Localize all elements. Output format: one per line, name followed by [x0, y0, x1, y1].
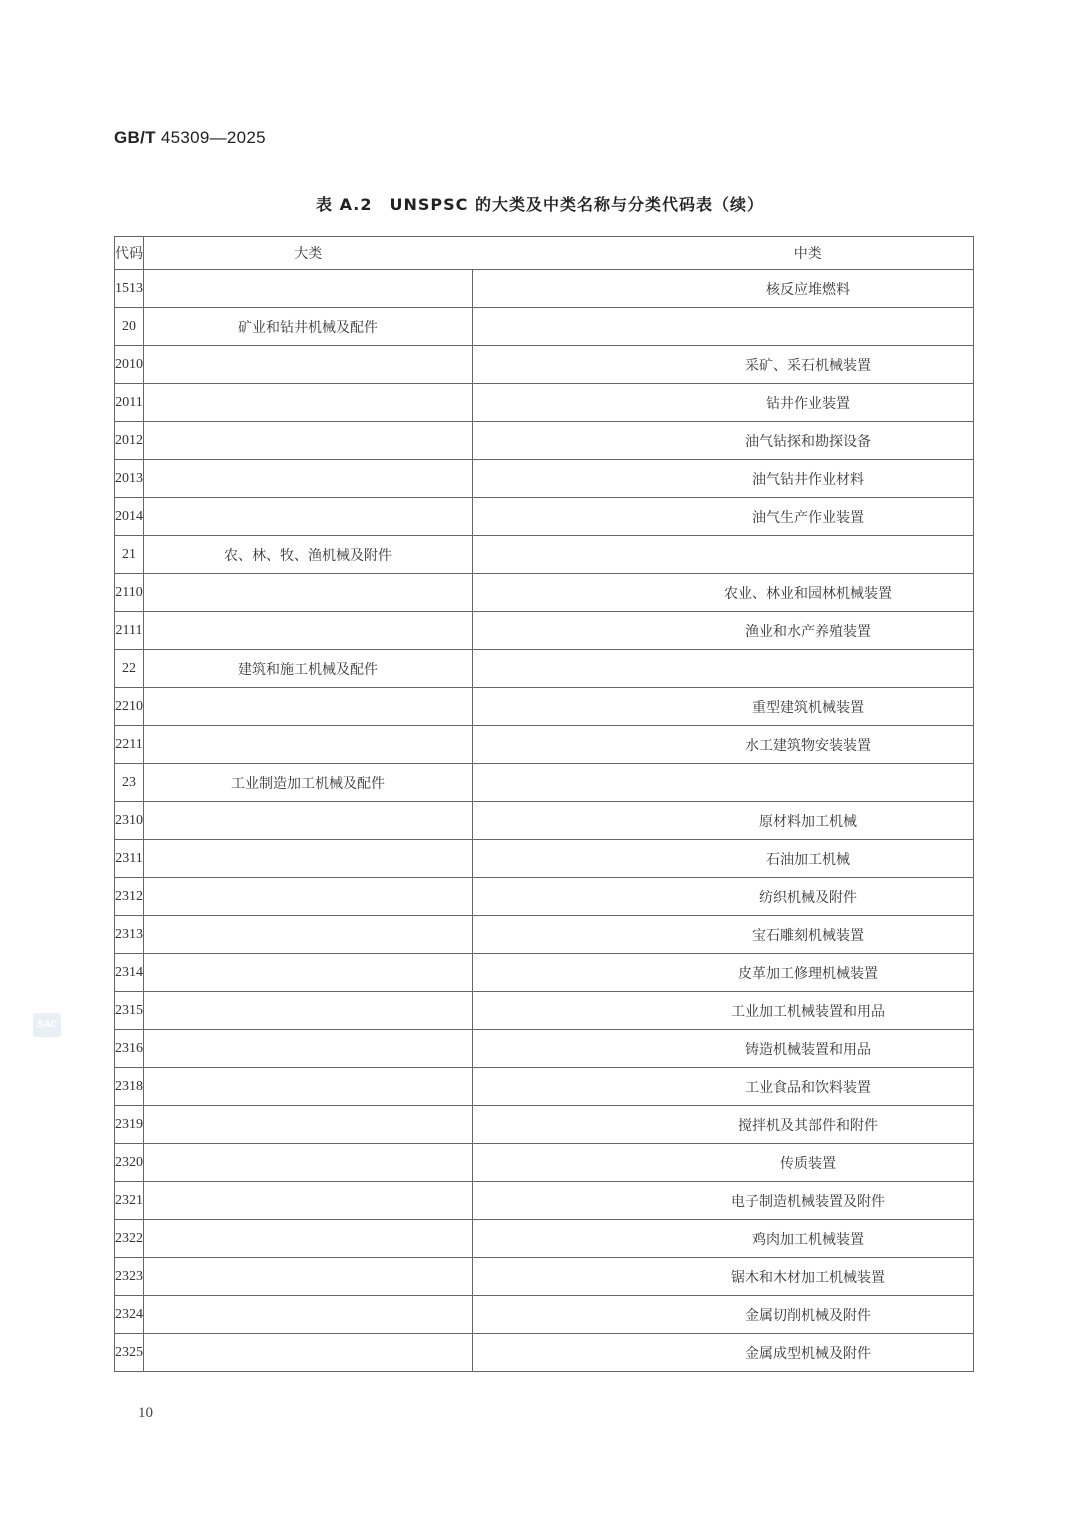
mid-category-cell: [473, 650, 974, 688]
code-cell: 2321: [115, 1182, 144, 1220]
major-category-cell: [144, 1030, 473, 1068]
mid-category-cell: 工业食品和饮料装置: [473, 1068, 974, 1106]
major-category-cell: 矿业和钻井机械及配件: [144, 308, 473, 346]
table-row: [115, 840, 974, 878]
mid-category-cell: 鸡肉加工机械装置: [473, 1220, 974, 1258]
major-category-cell: [144, 1068, 473, 1106]
major-category-cell: [144, 840, 473, 878]
mid-category-cell: 铸造机械装置和用品: [473, 1030, 974, 1068]
standard-number-value: 45309—2025: [160, 128, 266, 147]
table-row: [115, 1334, 974, 1372]
mid-category-cell: [473, 764, 974, 802]
mid-category-cell: 石油加工机械: [473, 840, 974, 878]
code-cell: 23: [115, 764, 144, 802]
table-row: [115, 308, 974, 346]
mid-category-cell: 金属成型机械及附件: [473, 1334, 974, 1372]
table-row: [115, 916, 974, 954]
major-category-cell: [144, 954, 473, 992]
code-cell: 2322: [115, 1220, 144, 1258]
mid-category-cell: 纺织机械及附件: [473, 878, 974, 916]
mid-category-cell: 原材料加工机械: [473, 802, 974, 840]
code-cell: 2320: [115, 1144, 144, 1182]
code-cell: 22: [115, 650, 144, 688]
table-row: [115, 612, 974, 650]
mid-category-cell: [473, 308, 974, 346]
code-cell: 2318: [115, 1068, 144, 1106]
table-row: [115, 878, 974, 916]
table-row: [115, 1068, 974, 1106]
table-row: [115, 1296, 974, 1334]
code-cell: 20: [115, 308, 144, 346]
code-cell: 2210: [115, 688, 144, 726]
major-category-cell: [144, 688, 473, 726]
major-category-cell: [144, 1220, 473, 1258]
major-category-cell: [144, 460, 473, 498]
major-category-cell: [144, 498, 473, 536]
table-row: [115, 1258, 974, 1296]
code-cell: 2111: [115, 612, 144, 650]
major-category-cell: [144, 802, 473, 840]
column-header-mid: 中类: [473, 237, 974, 270]
code-cell: 2010: [115, 346, 144, 384]
major-category-cell: [144, 612, 473, 650]
code-cell: 2110: [115, 574, 144, 612]
table-row: [115, 1106, 974, 1144]
code-cell: 2315: [115, 992, 144, 1030]
mid-category-cell: 核反应堆燃料: [473, 270, 974, 308]
major-category-cell: [144, 1258, 473, 1296]
mid-category-cell: 油气钻井作业材料: [473, 460, 974, 498]
major-category-cell: 农、林、牧、渔机械及附件: [144, 536, 473, 574]
major-category-cell: [144, 1296, 473, 1334]
table-row: [115, 954, 974, 992]
major-category-cell: [144, 992, 473, 1030]
standard-prefix: GB/T: [114, 128, 156, 147]
code-cell: 1513: [115, 270, 144, 308]
major-category-cell: 工业制造加工机械及配件: [144, 764, 473, 802]
code-cell: 2324: [115, 1296, 144, 1334]
code-cell: 2310: [115, 802, 144, 840]
code-cell: 2012: [115, 422, 144, 460]
table-row: [115, 536, 974, 574]
major-category-cell: [144, 878, 473, 916]
code-cell: 2316: [115, 1030, 144, 1068]
code-cell: 2312: [115, 878, 144, 916]
table-row: [115, 992, 974, 1030]
major-category-cell: [144, 270, 473, 308]
mid-category-cell: 宝石雕刻机械装置: [473, 916, 974, 954]
mid-category-cell: 农业、林业和园林机械装置: [473, 574, 974, 612]
table-row: [115, 270, 974, 308]
sac-watermark-logo: SAC: [33, 1013, 61, 1037]
code-cell: 2325: [115, 1334, 144, 1372]
major-category-cell: [144, 574, 473, 612]
table-row: [115, 764, 974, 802]
column-header-major: 大类: [144, 237, 473, 270]
major-category-cell: [144, 1144, 473, 1182]
standard-number: [114, 128, 266, 148]
major-category-cell: [144, 422, 473, 460]
mid-category-cell: 油气生产作业装置: [473, 498, 974, 536]
table-row: [115, 422, 974, 460]
table-row: [115, 384, 974, 422]
table-header-row: [115, 237, 974, 270]
mid-category-cell: 电子制造机械装置及附件: [473, 1182, 974, 1220]
mid-category-cell: 传质装置: [473, 1144, 974, 1182]
column-header-code: 代码: [115, 237, 144, 270]
mid-category-cell: 水工建筑物安装装置: [473, 726, 974, 764]
table-row: [115, 498, 974, 536]
code-cell: 2323: [115, 1258, 144, 1296]
code-cell: 2311: [115, 840, 144, 878]
mid-category-cell: 油气钻探和勘探设备: [473, 422, 974, 460]
major-category-cell: [144, 1334, 473, 1372]
mid-category-cell: 采矿、采石机械装置: [473, 346, 974, 384]
major-category-cell: [144, 1106, 473, 1144]
table-row: [115, 726, 974, 764]
mid-category-cell: 工业加工机械装置和用品: [473, 992, 974, 1030]
major-category-cell: [144, 916, 473, 954]
mid-category-cell: [473, 536, 974, 574]
code-cell: 2013: [115, 460, 144, 498]
mid-category-cell: 渔业和水产养殖装置: [473, 612, 974, 650]
code-cell: 2011: [115, 384, 144, 422]
major-category-cell: [144, 346, 473, 384]
mid-category-cell: 重型建筑机械装置: [473, 688, 974, 726]
page-number: 10: [138, 1405, 153, 1421]
code-cell: 2313: [115, 916, 144, 954]
code-cell: 2014: [115, 498, 144, 536]
table-row: [115, 1144, 974, 1182]
code-cell: 2211: [115, 726, 144, 764]
major-category-cell: [144, 384, 473, 422]
major-category-cell: 建筑和施工机械及配件: [144, 650, 473, 688]
major-category-cell: [144, 1182, 473, 1220]
table-row: [115, 688, 974, 726]
major-category-cell: [144, 726, 473, 764]
table-row: [115, 574, 974, 612]
code-cell: 2319: [115, 1106, 144, 1144]
mid-category-cell: 钻井作业装置: [473, 384, 974, 422]
classification-table: [114, 236, 974, 1372]
mid-category-cell: 金属切削机械及附件: [473, 1296, 974, 1334]
code-cell: 2314: [115, 954, 144, 992]
table-row: [115, 650, 974, 688]
mid-category-cell: 锯木和木材加工机械装置: [473, 1258, 974, 1296]
table-row: [115, 460, 974, 498]
mid-category-cell: 皮革加工修理机械装置: [473, 954, 974, 992]
table-row: [115, 1182, 974, 1220]
code-cell: 21: [115, 536, 144, 574]
table-row: [115, 346, 974, 384]
mid-category-cell: 搅拌机及其部件和附件: [473, 1106, 974, 1144]
table-row: [115, 1220, 974, 1258]
table-row: [115, 802, 974, 840]
table-caption: 表 A.2 UNSPSC 的大类及中类名称与分类代码表（续）: [316, 195, 764, 214]
table-row: [115, 1030, 974, 1068]
